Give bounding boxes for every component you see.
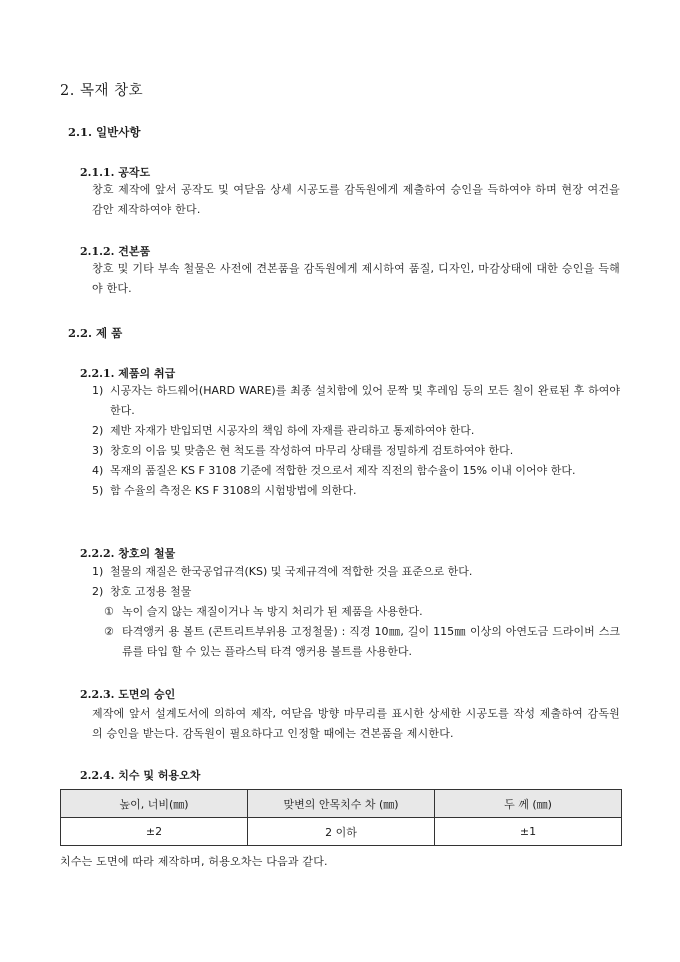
paragraph-2-1-1: 창호 제작에 앞서 공작도 및 여닫음 상세 시공도를 감독원에게 제출하여 승인을 득하여야 하며 현장 여건을 감안 제작하여야 한다. <box>92 183 620 216</box>
heading-2-1: 2.1. 일반사항 <box>68 125 141 139</box>
paragraph-2-1-2: 창호 및 기타 부속 철물은 사전에 견본품을 감독원에게 제시하여 품질, 디자인, 마감상태에 대한 승인을 득해야 한다. <box>92 262 620 295</box>
list-2-2-1 <box>92 381 620 501</box>
list-item-text: 제반 자재가 반입되면 시공자의 책임 하에 자재를 관리하고 통제하여야 한다. <box>110 424 475 437</box>
list-item-number: 1) <box>92 565 104 578</box>
list-item-text: 함 수율의 측정은 KS F 3108의 시험방법에 의한다. <box>110 484 357 497</box>
table-header-row <box>61 790 622 818</box>
sub-list-item <box>104 622 620 662</box>
section-title: 2. 목재 창호 <box>60 83 144 99</box>
list-item-text: 창호 고정용 철물 <box>110 585 192 598</box>
heading-2-2-2: 2.2.2. 창호의 철물 <box>80 547 176 560</box>
paragraph-2-2-3: 제작에 앞서 설계도서에 의하여 제작, 여닫음 방향 마무리를 표시한 상세한 시공도를 작성 제출하여 감독원의 승인을 받는다. 감독원이 필요하다고 인정할 때에는 견본품을 제시한다. <box>92 707 620 740</box>
list-item <box>92 441 620 461</box>
heading-2-2-1: 2.2.1. 제품의 취급 <box>80 367 176 380</box>
list-item <box>92 582 620 602</box>
table-header-cell: 두 께 (㎜) <box>435 790 622 818</box>
table-header-cell: 높이, 너비(㎜) <box>61 790 248 818</box>
sub-list-item-text: 녹이 슬지 않는 재질이거나 녹 방지 처리가 된 제품을 사용한다. <box>122 605 423 618</box>
heading-2-2-3: 2.2.3. 도면의 승인 <box>80 688 176 701</box>
table-cell: ±1 <box>435 818 622 846</box>
list-item-number: 2) <box>92 585 104 598</box>
table-row <box>61 818 622 846</box>
tolerance-table <box>60 789 622 846</box>
list-item <box>92 421 620 441</box>
sub-list-item-number: ② <box>104 625 114 638</box>
sublist-2-2-2 <box>104 602 620 662</box>
list-2-2-2 <box>92 562 620 602</box>
footer-note: 치수는 도면에 따라 제작하며, 허용오차는 다음과 같다. <box>60 855 328 868</box>
table-cell: ±2 <box>61 818 248 846</box>
sub-list-item-number: ① <box>104 605 114 618</box>
list-item <box>92 381 620 421</box>
list-item <box>92 481 620 501</box>
tolerance-table-wrapper <box>60 789 622 846</box>
heading-2-2: 2.2. 제 품 <box>68 326 123 340</box>
list-item-text: 철물의 재질은 한국공업규격(KS) 및 국제규격에 적합한 것을 표준으로 한다. <box>110 565 473 578</box>
heading-2-1-1: 2.1.1. 공작도 <box>80 166 151 179</box>
list-item-number: 2) <box>92 424 104 437</box>
sub-list-item <box>104 602 620 622</box>
list-item-number: 4) <box>92 464 104 477</box>
list-item-number: 1) <box>92 384 104 397</box>
heading-2-2-4: 2.2.4. 치수 및 허용오차 <box>80 769 201 782</box>
heading-2-1-2: 2.1.2. 견본품 <box>80 245 151 258</box>
table-cell: 2 이하 <box>248 818 435 846</box>
sub-list-item-text: 타격앵커 용 볼트 (콘트리트부위용 고정철물) : 직경 10㎜, 길이 115㎜ 이상의 아연도금 드라이버 스크류를 타입 할 수 있는 플라스틱 타격 앵커용 볼트를 사용한다. <box>122 625 620 658</box>
list-item <box>92 562 620 582</box>
list-item-number: 5) <box>92 484 104 497</box>
list-item-text: 창호의 이음 및 맞춤은 현 척도를 작성하여 마무리 상태를 정밀하게 검토하여야 한다. <box>110 444 514 457</box>
list-item-text: 목재의 품질은 KS F 3108 기준에 적합한 것으로서 제작 직전의 함수율이 15% 이내 이어야 한다. <box>110 464 576 477</box>
table-header-cell: 맞변의 안목치수 차 (㎜) <box>248 790 435 818</box>
list-item-number: 3) <box>92 444 104 457</box>
list-item-text: 시공자는 하드웨어(HARD WARE)를 최종 설치함에 있어 문짝 및 후레임 등의 모든 칠이 완료된 후 하여야 한다. <box>110 384 620 417</box>
list-item <box>92 461 620 481</box>
